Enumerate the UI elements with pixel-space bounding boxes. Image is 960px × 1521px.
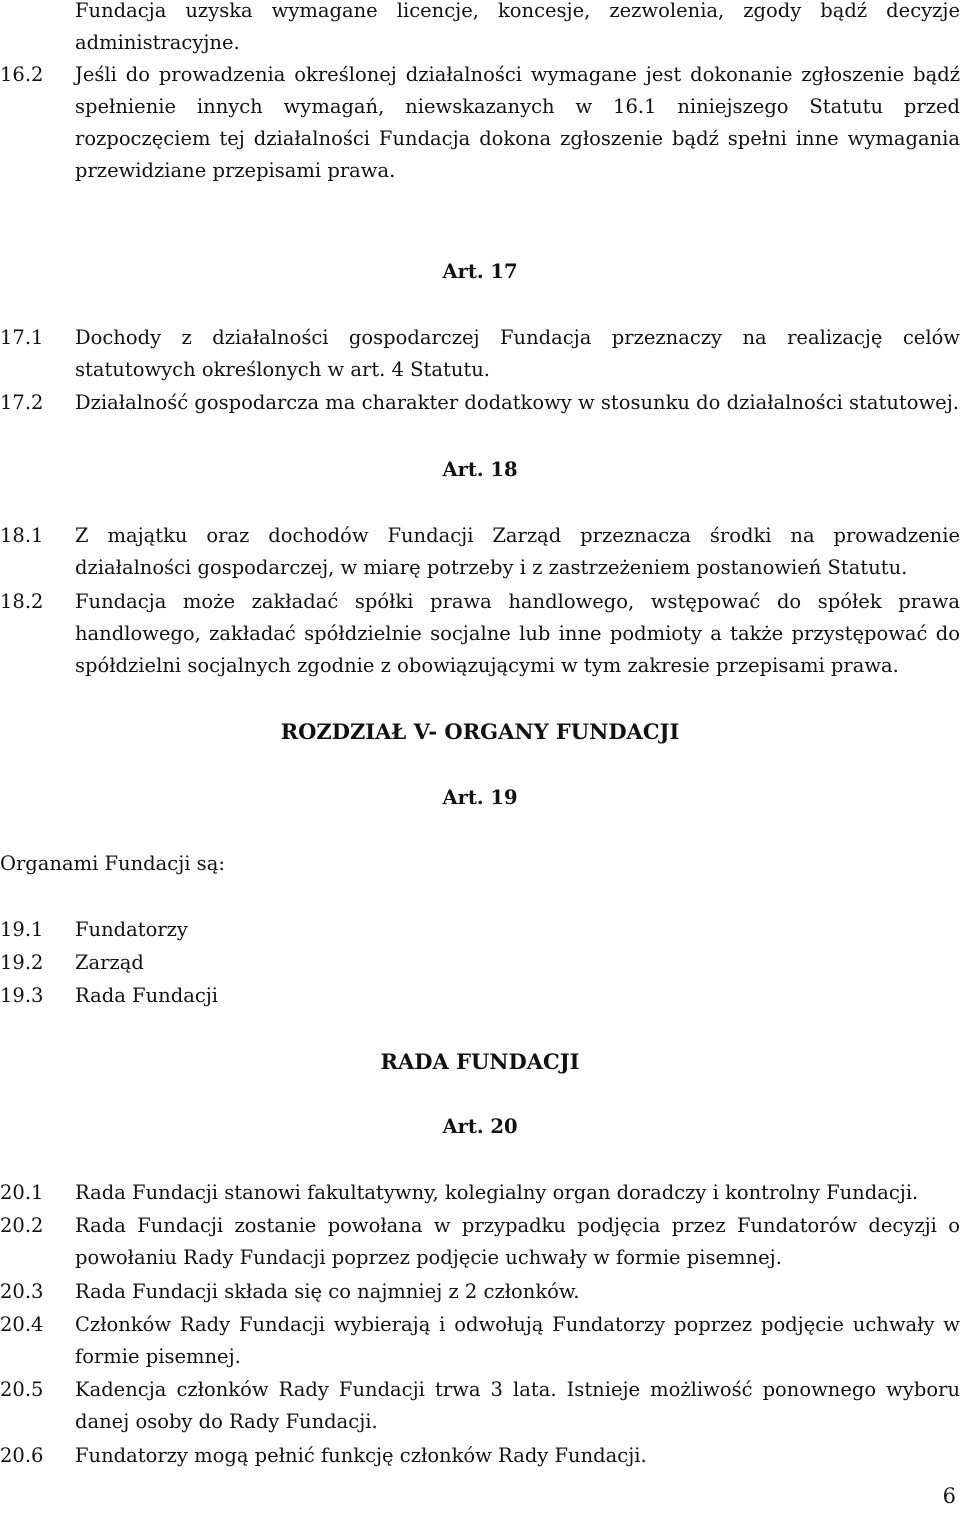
paragraph-number: 18.1 (0, 524, 44, 547)
article-17-heading: Art. 17 (442, 260, 518, 283)
paragraph-text: Rada Fundacji składa się co najmniej z 2 członków. (75, 1280, 580, 1303)
paragraph-text: Rada Fundacji (75, 984, 219, 1007)
paragraph-text: Rada Fundacji stanowi fakultatywny, kolegialny organ doradczy i kontrolny Fundacji. (75, 1181, 919, 1204)
paragraph-16-2 (0, 59, 960, 187)
paragraph-text: Członków Rady Fundacji wybierają i odwołują Fundatorzy poprzez podjęcie uchwały w formie pisemnej. (75, 1313, 960, 1368)
paragraph-number: 20.1 (0, 1181, 44, 1204)
paragraph-text: Zarząd (75, 951, 144, 974)
list-item-19-1 (0, 914, 960, 946)
chapter-heading: ROZDZIAŁ V- ORGANY FUNDACJI (280, 719, 680, 744)
paragraph-18-1 (0, 520, 960, 584)
article-18-heading: Art. 18 (442, 458, 518, 481)
paragraph-text: Dochody z działalności gospodarczej Fundacja przeznaczy na realizację celów statutowych określonych w art. 4 Statutu. (75, 326, 960, 381)
paragraph-text: Kadencja członków Rady Fundacji trwa 3 lata. Istnieje możliwość ponownego wyboru danej osoby do Rady Fundacji. (75, 1378, 960, 1433)
paragraph-20-5 (0, 1374, 960, 1438)
paragraph-text: Z majątku oraz dochodów Fundacji Zarząd przeznacza środki na prowadzenie działalności gospodarczej, w miarę potrzeby i z zastrzeżeniem postanowień Statutu. (75, 524, 960, 579)
organs-lead-text: Organami Fundacji są: (0, 852, 225, 875)
paragraph-number: 20.2 (0, 1214, 44, 1237)
paragraph-text: Rada Fundacji zostanie powołana w przypadku podjęcia przez Fundatorów decyzji o powołaniu Rady Fundacji poprzez podjęcie uchwały w formie pisemnej. (75, 1214, 960, 1269)
list-item-19-2 (0, 947, 960, 979)
paragraph-17-1 (0, 322, 960, 386)
paragraph-number: 16.2 (0, 63, 44, 86)
paragraph-number: 17.2 (0, 391, 44, 414)
paragraph-text: Jeśli do prowadzenia określonej działalności wymagane jest dokonanie zgłoszenie bądź spełnienie innych wymagań, niewskazanych w 16.1 niniejszego Statutu przed rozpoczęciem tej działalności Fundacja dokona zgłoszenie bądź spełni inne wymagania przewidziane przepisami prawa. (75, 63, 960, 182)
paragraph-number: 20.4 (0, 1313, 44, 1336)
page-number: 6 (942, 1484, 956, 1508)
article-19-heading: Art. 19 (442, 786, 518, 809)
paragraph-number: 18.2 (0, 590, 44, 613)
list-item-19-3 (0, 980, 960, 1012)
paragraph-number: 20.5 (0, 1378, 44, 1401)
paragraph-20-3 (0, 1276, 960, 1308)
paragraph-number: 17.1 (0, 326, 44, 349)
paragraph-text: Fundatorzy (75, 918, 188, 941)
paragraph-number: 20.3 (0, 1280, 44, 1303)
paragraph-20-4 (0, 1309, 960, 1373)
paragraph-18-2 (0, 586, 960, 682)
paragraph-20-6 (0, 1440, 960, 1472)
paragraph-number: 19.2 (0, 951, 44, 974)
paragraph-number: 19.3 (0, 984, 44, 1007)
paragraph-text: Fundatorzy mogą pełnić funkcję członków Rady Fundacji. (75, 1444, 647, 1467)
paragraph-17-2 (0, 387, 960, 419)
paragraph-text: Fundacja może zakładać spółki prawa handlowego, wstępować do spółek prawa handlowego, zakładać spółdzielnie socjalne lub inne podmioty a także przystępować do spółdzielni socjalnych zgodnie z obowiązującymi w tym zakresie przepisami prawa. (75, 590, 960, 677)
paragraph-20-2 (0, 1210, 960, 1274)
paragraph-number: 19.1 (0, 918, 44, 941)
rada-fundacji-heading: RADA FUNDACJI (380, 1049, 580, 1074)
paragraph-20-1 (0, 1177, 960, 1209)
paragraph-number: 20.6 (0, 1444, 44, 1467)
paragraph-text: Działalność gospodarcza ma charakter dodatkowy w stosunku do działalności statutowej. (75, 391, 959, 414)
continuation-paragraph: Fundacja uzyska wymagane licencje, koncesje, zezwolenia, zgody bądź decyzje administracyjne. (75, 0, 960, 54)
article-20-heading: Art. 20 (442, 1115, 518, 1138)
